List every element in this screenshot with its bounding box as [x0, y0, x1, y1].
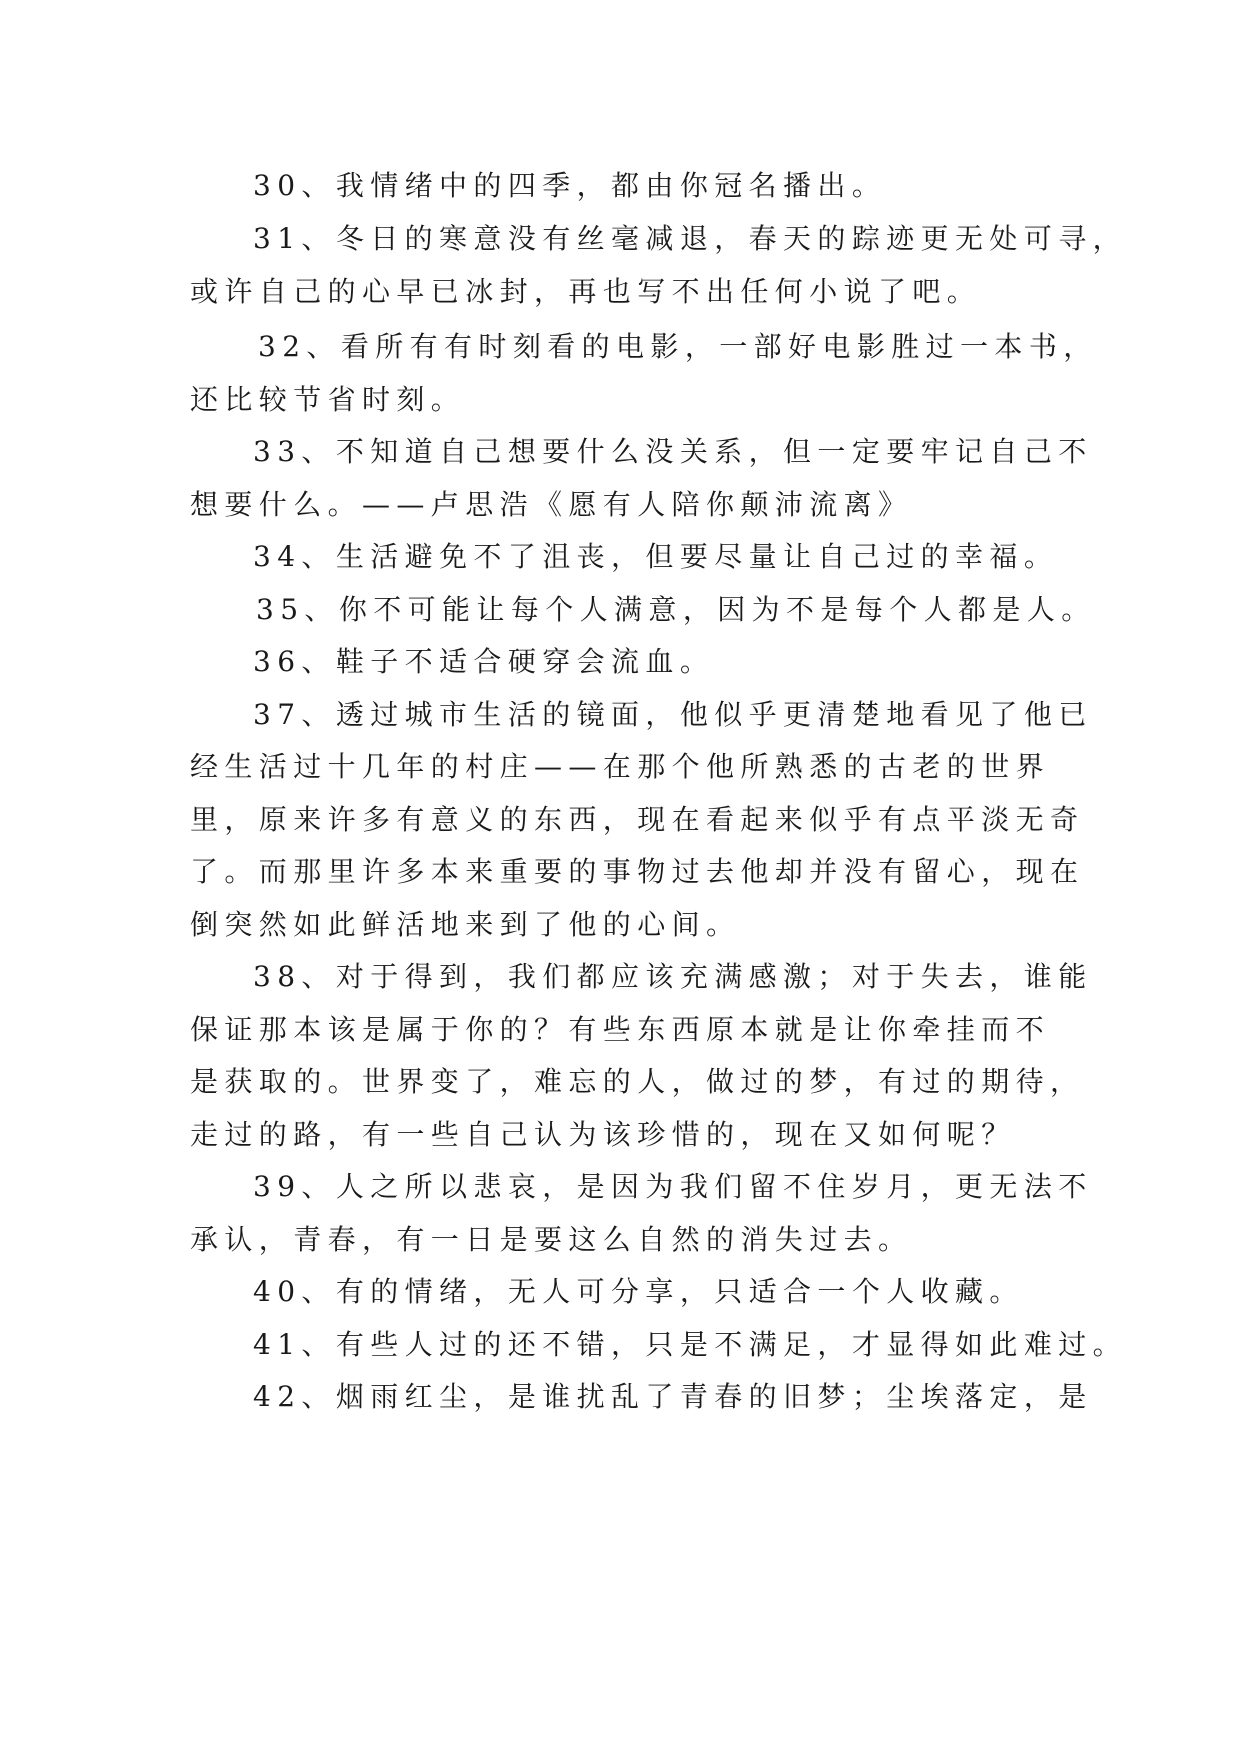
text-line-30: 30、我情绪中的四季，都由你冠名播出。: [253, 169, 887, 202]
text-line-32b: 还比较节省时刻。: [190, 383, 466, 416]
text-line-41: 41、有些人过的还不错，只是不满足，才显得如此难过。: [253, 1328, 1128, 1361]
text-line-38a: 38、对于得到，我们都应该充满感激；对于失去，谁能: [253, 960, 1093, 993]
text-line-36: 36、鞋子不适合硬穿会流血。: [253, 645, 715, 678]
text-line-37b: 经生活过十几年的村庄——在那个他所熟悉的古老的世界: [190, 750, 1051, 783]
text-line-39a: 39、人之所以悲哀，是因为我们留不住岁月，更无法不: [253, 1170, 1093, 1203]
text-line-38b: 保证那本该是属于你的？有些东西原本就是让你牵挂而不: [190, 1013, 1051, 1046]
text-line-33b: 想要什么。——卢思浩《愿有人陪你颠沛流离》: [190, 488, 913, 521]
text-line-37c: 里，原来许多有意义的东西，现在看起来似乎有点平淡无奇: [190, 803, 1085, 836]
text-line-40: 40、有的情绪，无人可分享，只适合一个人收藏。: [253, 1275, 1024, 1308]
text-line-32a: 32、看所有有时刻看的电影，一部好电影胜过一本书，: [258, 330, 1098, 363]
text-line-33a: 33、不知道自己想要什么没关系，但一定要牢记自己不: [253, 435, 1093, 468]
text-line-31b: 或许自己的心早已冰封，再也写不出任何小说了吧。: [190, 275, 982, 308]
text-line-37e: 倒突然如此鲜活地来到了他的心间。: [190, 908, 741, 941]
text-line-38c: 是获取的。世界变了，难忘的人，做过的梦，有过的期待，: [190, 1065, 1085, 1098]
text-line-37d: 了。而那里许多本来重要的事物过去他却并没有留心，现在: [190, 855, 1085, 888]
text-line-38d: 走过的路，有一些自己认为该珍惜的，现在又如何呢？: [190, 1118, 1016, 1151]
text-line-35: 35、你不可能让每个人满意，因为不是每个人都是人。: [256, 593, 1096, 626]
text-line-42: 42、烟雨红尘，是谁扰乱了青春的旧梦；尘埃落定，是: [253, 1380, 1093, 1413]
text-line-31a: 31、冬日的寒意没有丝毫减退，春天的踪迹更无处可寻，: [253, 222, 1128, 255]
text-line-34: 34、生活避免不了沮丧，但要尽量让自己过的幸福。: [253, 540, 1059, 573]
text-line-39b: 承认，青春，有一日是要这么自然的消失过去。: [190, 1223, 913, 1256]
text-line-37a: 37、透过城市生活的镜面，他似乎更清楚地看见了他已: [253, 698, 1093, 731]
